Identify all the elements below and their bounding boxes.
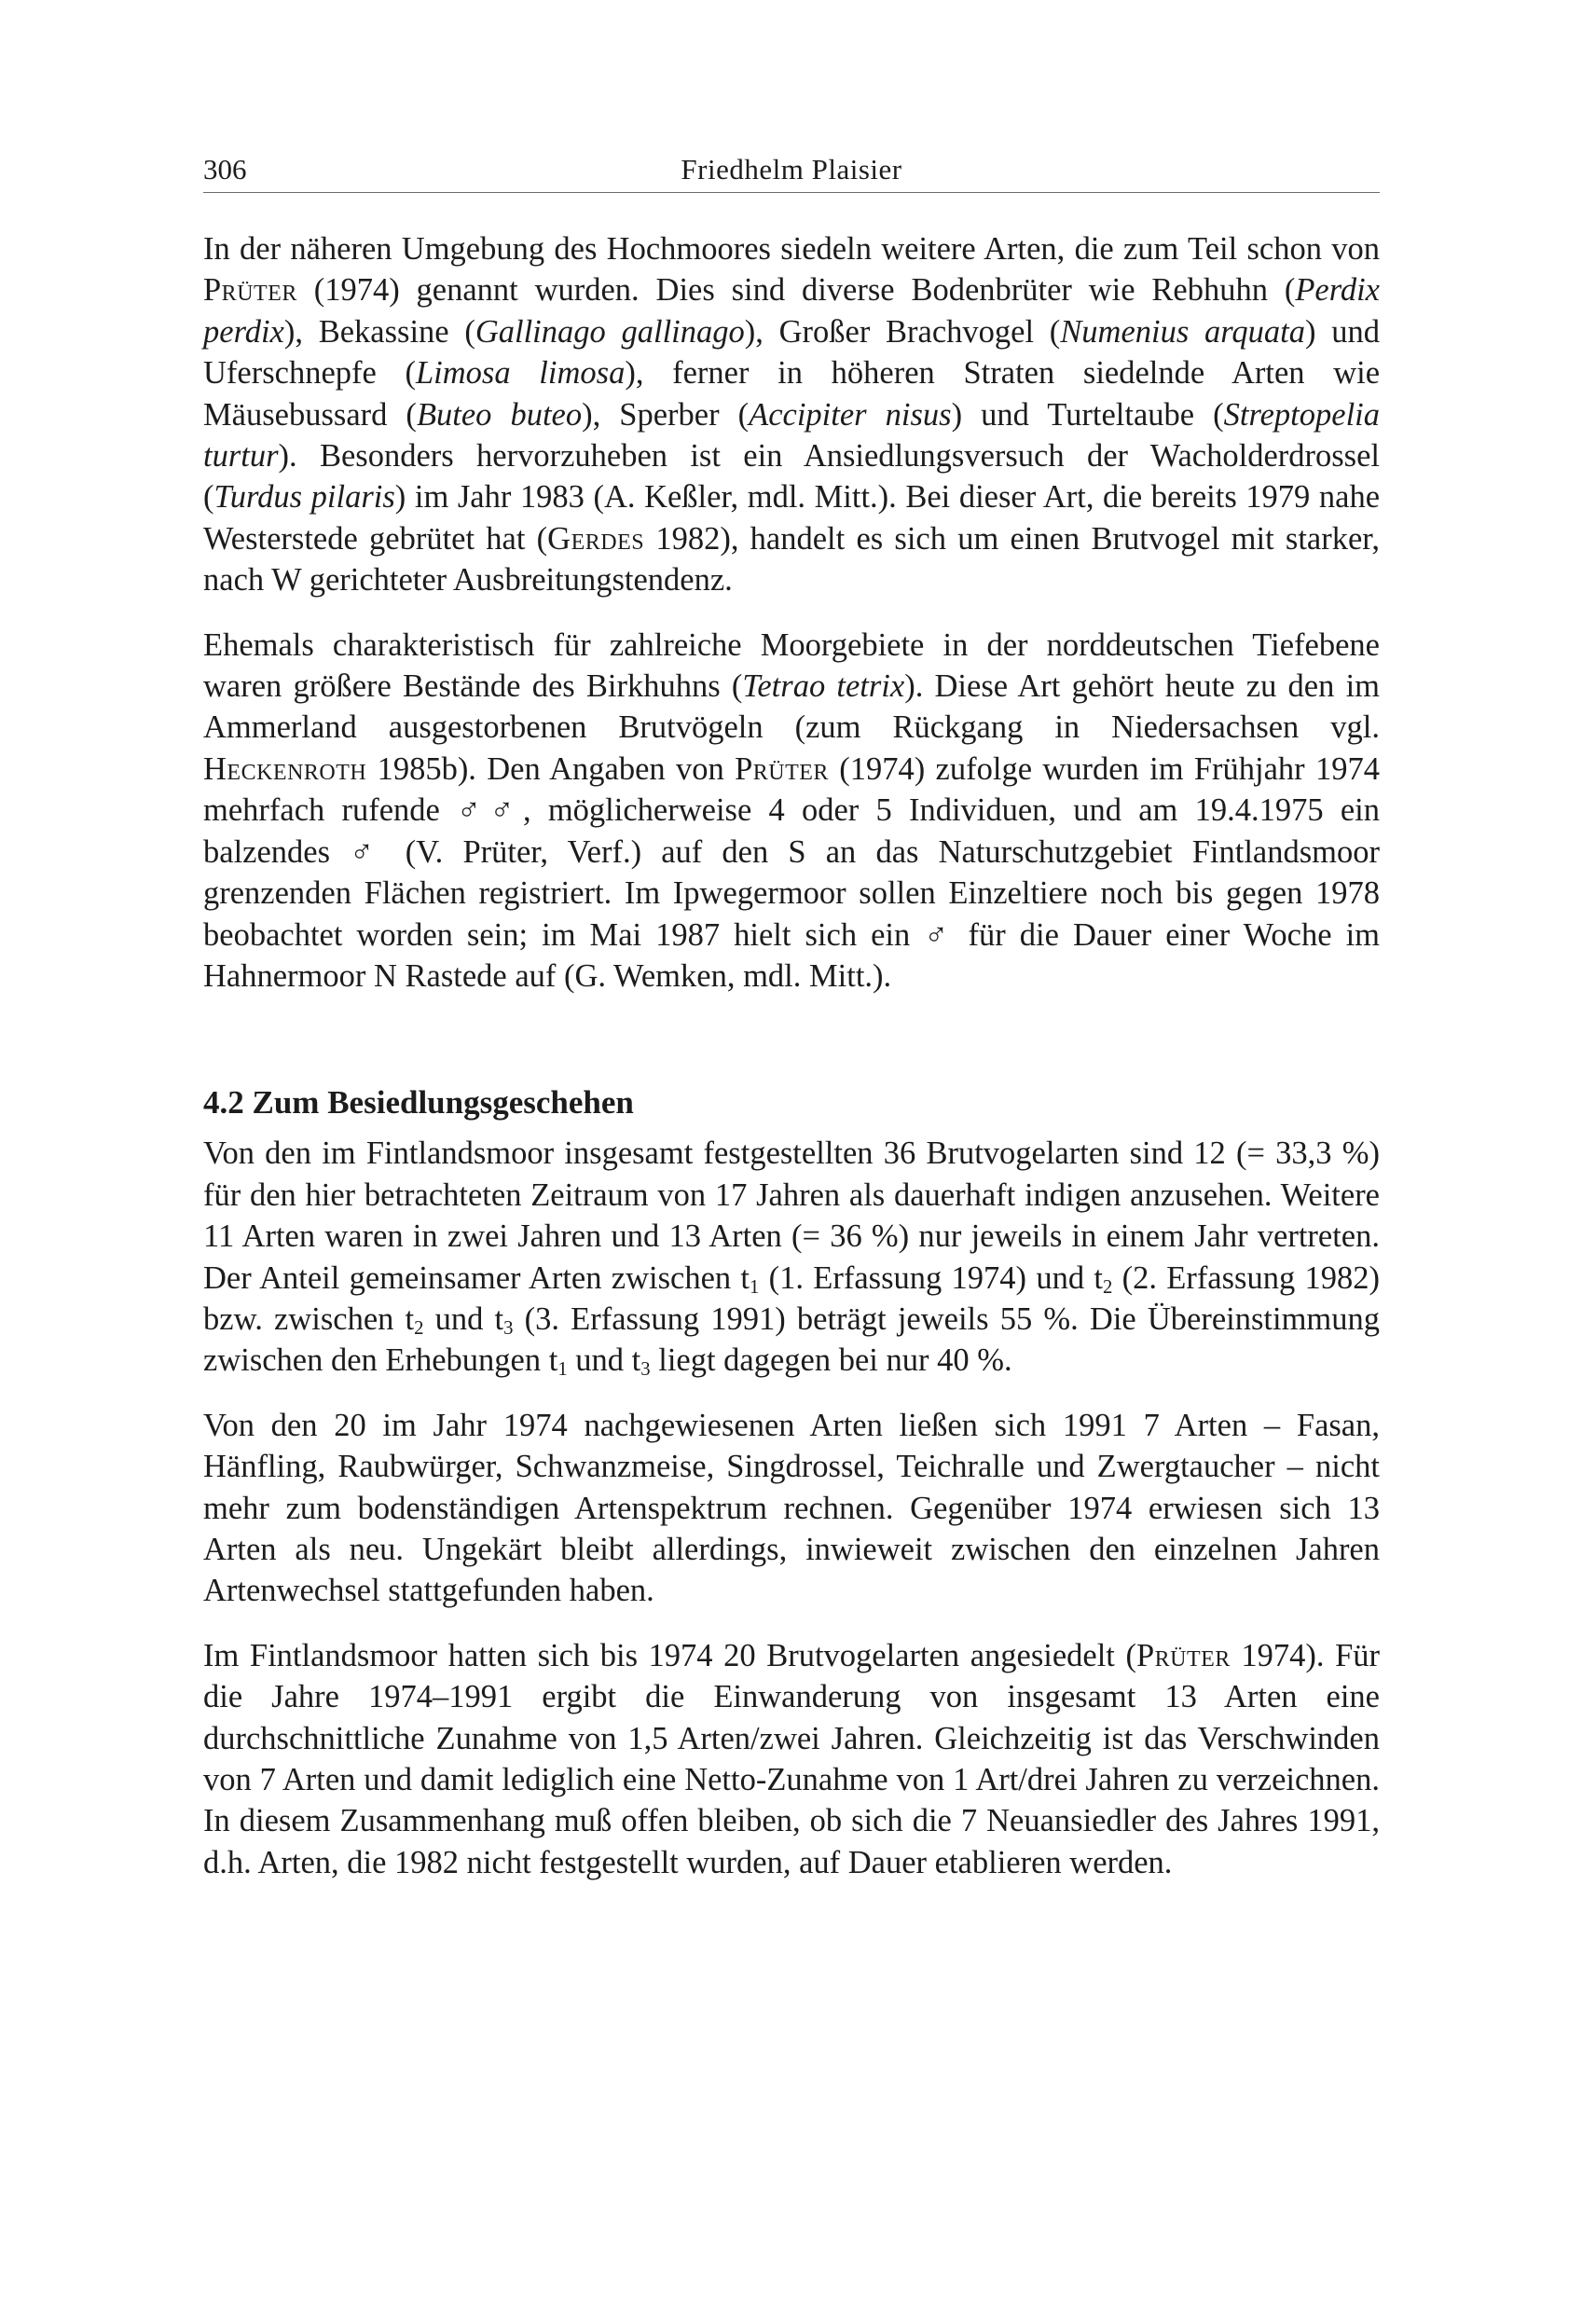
- author-citation: Prüter: [1135, 1637, 1231, 1673]
- author-citation: Heckenroth: [203, 750, 367, 787]
- author-citation: Gerdes: [547, 520, 645, 557]
- paragraph-settlement-stats: Von den im Fintlandsmoor insgesamt festgestellten 36 Brutvogelarten sind 12 (= 33,3 %) für den hier betrachteten Zeitraum von 17 Jahren als dauerhaft indigen anzusehen. Weitere 11 Arten waren in zwei Jahren und 13 Arten (= 36 %) nur jeweils in einem Jahr vertreten. Der Anteil gemeinsamer Arten zwischen $t_1$ (1. Erfassung 1974) und $t_2$ (2. Erfassung 1982) bzw. zwischen $t_2$ und $t_3$ (3. Erfassung 1991) beträgt jeweils 55 %. Die Übereinstimmung zwischen den Erhebungen $t_1$ und $t_3$ liegt dagegen bei nur 40 %.: [203, 1135, 1380, 1381]
- species-name: Accipiter nisus: [749, 396, 952, 433]
- author-citation: Prüter: [203, 272, 297, 309]
- paragraph-surroundings: In der näheren Umgebung des Hochmoores siedeln weitere Arten, die zum Teil schon von Prüter (1974) genannt wurden. Dies sind diverse Bodenbrüter wie Rebhuhn (Perdix perdix), Bekassine (Gallinago gallinago), Großer Brachvogel (Numenius arquata) und Uferschnepfe (Limosa limosa), ferner in höheren Straten siedelnde Arten wie Mäusebussard (Buteo buteo), Sperber (Accipiter nisus) und Turteltaube (Streptopelia turtur). Besonders hervorzuheben ist ein Ansiedlungsversuch der Wacholderdrossel (Turdus pilaris) im Jahr 1983 (A. Keßler, mdl. Mitt.). Bei dieser Art, die bereits 1979 nahe Westerstede gebrütet hat (Gerdes 1982), handelt es sich um einen Brutvogel mit starker, nach W gerichteter Ausbreitungstendenz.: [203, 231, 1381, 599]
- page-number: 306: [203, 153, 247, 186]
- species-name: Limosa limosa: [416, 355, 626, 392]
- species-name: Tetrao tetrix: [742, 668, 905, 705]
- author-citation: Prüter: [735, 750, 829, 787]
- paragraph-immigration: Im Fintlandsmoor hatten sich bis 1974 20 Brutvogelarten angesiedelt (Prüter 1974). Für die Jahre 1974–1991 ergibt die Einwanderung von insgesamt 13 Arten eine durchschnittliche Zunahme von 1,5 Arten/zwei Jahren. Gleichzeitig ist das Verschwinden von 7 Arten und damit lediglich eine Netto-Zunahme von 1 Art/drei Jahren zu verzeichnen. In diesem Zusammenhang muß offen bleiben, ob sich die 7 Neuansiedler des Jahres 1991, d.h. Arten, die 1982 nicht festgestellt wurden, auf Dauer etablieren werden.: [203, 1637, 1380, 1880]
- species-name: Turdus pilaris: [213, 479, 395, 516]
- species-name: Buteo buteo: [416, 396, 583, 433]
- paragraph-species-loss: Von den 20 im Jahr 1974 nachgewiesenen Arten ließen sich 1991 7 Arten – Fasan, Hänfling, Raubwürger, Schwanzmeise, Singdrossel, Teichralle und Zwergtaucher – nicht mehr zum bodenständigen Artenspektrum rechnen. Gegenüber 1974 erwiesen sich 13 Arten als neu. Ungekärt bleibt allerdings, inwieweit zwischen den einzelnen Jahren Artenwechsel stattgefunden haben.: [203, 1407, 1380, 1609]
- paragraph-black-grouse: Ehemals charakteristisch für zahlreiche Moorgebiete in der norddeutschen Tiefebene waren größere Bestände des Birkhuhns (Tetrao tetrix). Diese Art gehört heute zu den im Ammerland ausgestorbenen Brutvögeln (zum Rückgang in Niedersachsen vgl. Heckenroth 1985b). Den Angaben von Prüter (1974) zufolge wurden im Frühjahr 1974 mehrfach rufende ♂♂, möglicherweise 4 oder 5 Individuen, und am 19.4.1975 ein balzendes ♂ (V. Prüter, Verf.) auf den S an das Naturschutzgebiet Fintlandsmoor grenzenden Flächen registriert. Im Ipwegermoor sollen Einzeltiere noch bis gegen 1978 beobachtet worden sein; im Mai 1987 hielt sich ein ♂ für die Dauer einer Woche im Hahnermoor N Rastede auf (G. Wemken, mdl. Mitt.).: [203, 626, 1380, 994]
- species-name: Streptopelia turtur: [203, 396, 1380, 475]
- running-head: Friedhelm Plaisier: [681, 153, 902, 186]
- body-text: [203, 228, 1380, 1883]
- page-header: [203, 151, 1380, 193]
- species-name: Gallinago gallinago: [475, 313, 745, 350]
- species-name: Numenius arquata: [1060, 313, 1306, 350]
- species-name: Perdix perdix: [203, 272, 1380, 350]
- section-heading: 4.2 Zum Besiedlungsgeschehen: [203, 1084, 634, 1122]
